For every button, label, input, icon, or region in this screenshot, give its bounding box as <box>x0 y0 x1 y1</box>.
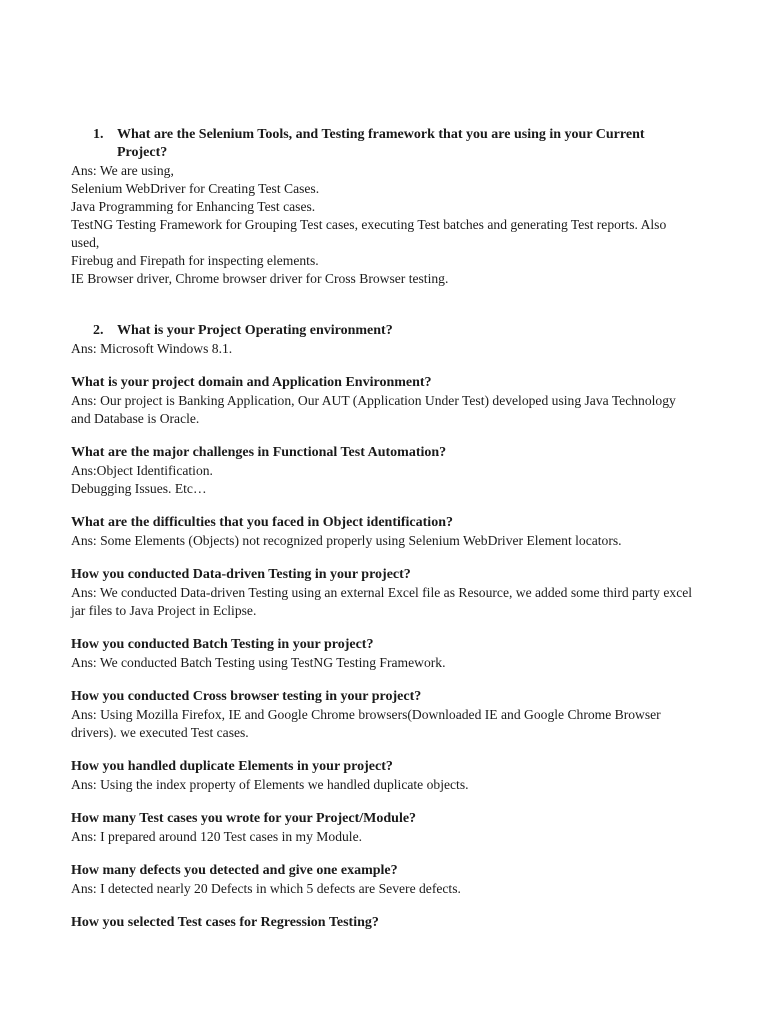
question-text: What are the difficulties that you faced in Object identification? <box>71 515 453 530</box>
answer-line: Selenium WebDriver for Creating Test Cases. <box>71 181 320 196</box>
question-text: What is your Project Operating environment? <box>117 323 393 338</box>
question-number: 2. <box>93 323 104 338</box>
answer-line: Firebug and Firepath for inspecting elements. <box>71 253 319 268</box>
document-page <box>71 126 697 932</box>
question-heading <box>71 322 697 340</box>
question-text: How many defects you detected and give one example? <box>71 863 398 878</box>
question-text: How you selected Test cases for Regression Testing? <box>71 915 379 930</box>
question-text: How you conducted Batch Testing in your project? <box>71 637 374 652</box>
answer-line: Ans: Our project is Banking Application, Our AUT (Application Under Test) developed using Java Technology and Database is Oracle. <box>71 393 676 426</box>
answer-line: IE Browser driver, Chrome browser driver for Cross Browser testing. <box>71 271 449 286</box>
answer-line: Ans: We conducted Data-driven Testing using an external Excel file as Resource, we added some third party excel jar files to Java Project in Eclipse. <box>71 585 693 618</box>
question-text: How you handled duplicate Elements in your project? <box>71 759 393 774</box>
answer-line: Ans:Object Identification. <box>71 463 213 478</box>
question-number: 1. <box>93 127 104 142</box>
question-text: What is your project domain and Application Environment? <box>71 375 432 390</box>
question-text: How you conducted Data-driven Testing in your project? <box>71 567 411 582</box>
answer-line: Ans: We conducted Batch Testing using TestNG Testing Framework. <box>71 655 446 670</box>
question-text: How many Test cases you wrote for your Project/Module? <box>71 811 417 826</box>
question-heading <box>71 126 697 162</box>
answer-line: Ans: Using the index property of Elements we handled duplicate objects. <box>71 777 469 792</box>
answer-line: Debugging Issues. Etc… <box>71 481 207 496</box>
answer-line: Ans: We are using, <box>71 163 174 178</box>
question-text: What are the major challenges in Functional Test Automation? <box>71 445 447 460</box>
question-text: What are the Selenium Tools, and Testing framework that you are using in your Current Project? <box>117 127 645 160</box>
question-text: How you conducted Cross browser testing in your project? <box>71 689 422 704</box>
answer-line: Ans: Some Elements (Objects) not recognized properly using Selenium WebDriver Element locators. <box>71 533 622 548</box>
answer-line: Java Programming for Enhancing Test cases. <box>71 199 316 214</box>
answer-line: TestNG Testing Framework for Grouping Test cases, executing Test batches and generating Test reports. Also used, <box>71 217 667 250</box>
answer-line: Ans: Microsoft Windows 8.1. <box>71 341 233 356</box>
answer-line: Ans: I detected nearly 20 Defects in which 5 defects are Severe defects. <box>71 881 461 896</box>
answer-line: Ans: Using Mozilla Firefox, IE and Google Chrome browsers(Downloaded IE and Google Chrome Browser drivers). we executed Test cases. <box>71 707 661 740</box>
answer-line: Ans: I prepared around 120 Test cases in my Module. <box>71 829 362 844</box>
